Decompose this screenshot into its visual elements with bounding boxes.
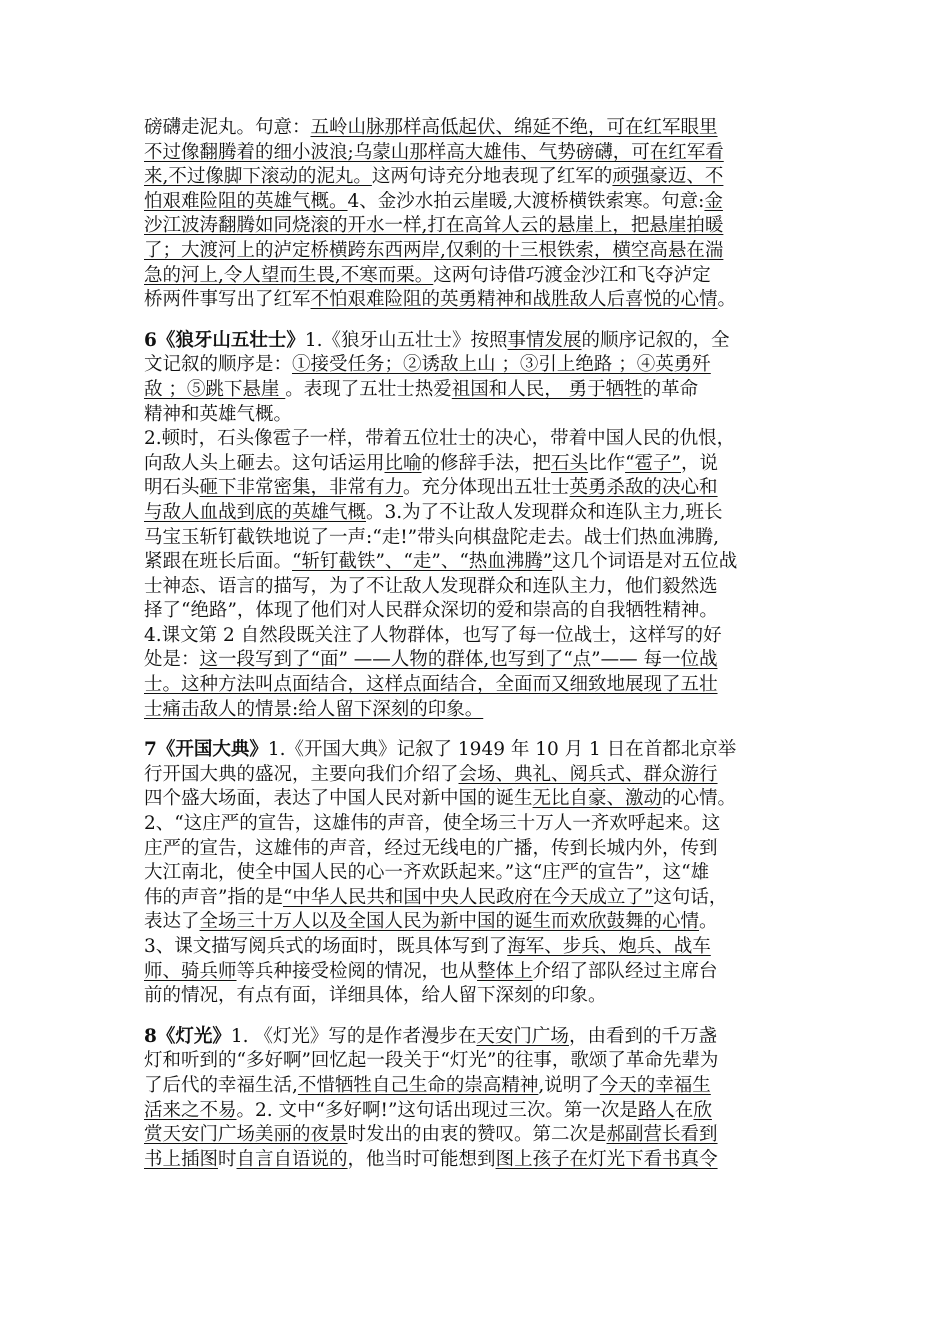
lesson-title: 6《狼牙山五壮士》	[144, 329, 305, 351]
underlined-answer: 今天的幸福生	[599, 1074, 711, 1096]
underlined-answer: 事情发展	[507, 329, 582, 351]
text-line	[144, 1025, 810, 1050]
text-run: 2.顿时，石头像雹子一样，带着五位壮士的决心，带着中国人民的仇恨，	[144, 428, 736, 450]
text-run: ，他当时可能想到	[347, 1148, 496, 1170]
underlined-answer: 图上孩子在灯光下看书真令	[495, 1148, 718, 1170]
text-line	[144, 1099, 810, 1124]
text-run: 大江南北，使全中国人民的心一齐欢跃起来。”这“庄严的宣告”，这“雄	[144, 862, 710, 884]
text-line	[144, 935, 810, 960]
underlined-answer: “斩钉截铁”、“走”、“热血沸腾”	[292, 551, 553, 573]
text-run: 这句话，	[653, 886, 728, 908]
text-line	[144, 165, 810, 190]
underlined-answer: 比喻	[384, 452, 422, 474]
text-run: 择了“绝路”，体现了他们对人民群众深切的爱和崇高的自我牺牲精神。	[144, 600, 718, 622]
underlined-answer: “中华人民共和国中央人民政府在今天成立了”	[282, 886, 654, 908]
underlined-answer: 无比自豪、激动	[532, 788, 663, 810]
text-run: 磅礴走泥丸。句意：	[144, 117, 311, 138]
underlined-answer: 这一段写到了“面” ——人物的群体,也写到了“点”—— 每一位战	[199, 649, 718, 671]
text-line	[144, 673, 810, 698]
underlined-answer: 沙江波涛翻腾如同烧滚的开水一样,打在高耸人云的悬崖上，把悬崖拍暖	[144, 215, 724, 237]
text-line	[144, 288, 810, 313]
text-run: 文记叙的顺序是：	[144, 354, 293, 376]
text-line	[144, 476, 810, 501]
text-run: 处是：	[144, 649, 200, 671]
text-run: 。2. 文中“多好啊!”这句话出现过三次。第一次是	[236, 1099, 638, 1121]
underlined-answer: 不过像翻腾着的细小波浪;乌蒙山那样高大雄伟、气势磅礴，可在红军看	[144, 141, 724, 163]
underlined-answer: 五岭山脉那样高低起伏、绵延不绝，可在红军眼里	[310, 117, 718, 138]
text-run: 。	[717, 289, 737, 311]
text-run: 等兵种接受检阅的情况，也从	[236, 960, 478, 982]
text-line	[144, 1148, 810, 1173]
text-line	[144, 403, 810, 428]
underlined-answer: 祖国和人民， 勇于牺牲	[451, 378, 643, 400]
text-line	[144, 526, 810, 551]
underlined-answer: 不惜牺牲自己生命的崇高精神	[297, 1074, 539, 1096]
underlined-answer: 自言自语说的	[236, 1148, 348, 1170]
text-run: 明石头	[144, 477, 200, 499]
underlined-answer: 金	[704, 190, 723, 212]
text-line	[144, 239, 810, 264]
underlined-answer: 了；大渡河上的泸定桥横跨东西两岸,仅剩的十三根铁索，横空高悬在湍	[144, 239, 724, 261]
text-run: 1.《开国大典》记叙了 1949 年 10 月 1 日在首都北京举	[267, 739, 737, 761]
text-run: 的革命	[642, 378, 699, 400]
text-run: 向敌人头上砸去。这句话运用	[144, 452, 385, 474]
text-run: 庄严的宣告，这雄伟的声音，经过无线电的广播，传到长城内外，传到	[144, 837, 718, 859]
section-poem-notes	[144, 116, 810, 313]
text-run: 桥两件事写出了红军	[144, 289, 311, 311]
text-line	[144, 550, 810, 575]
text-run: ,说明了	[538, 1074, 600, 1096]
text-run: 3、课文描写阅兵式的场面时，既具体写到了	[144, 936, 508, 957]
text-line	[144, 264, 810, 289]
text-line	[144, 452, 810, 477]
underlined-answer: 怕艰难险阻的英雄气概。	[144, 190, 348, 212]
text-run: ，由看到的千万盏	[568, 1025, 717, 1047]
underlined-answer: 天安门广场	[476, 1025, 569, 1047]
text-line	[144, 116, 810, 141]
lesson-title: 7《开国大典》	[144, 739, 268, 761]
underlined-answer: 海军、步兵、炮兵、战车	[507, 936, 711, 957]
text-line	[144, 1074, 810, 1099]
underlined-answer: 士。这种方法叫点面结合，这样点面结合，全面而又细致地展现了五壮	[144, 674, 718, 696]
text-line	[144, 984, 810, 1009]
text-run: 这两句诗借巧渡金沙江和飞夺泸定	[433, 264, 711, 286]
text-run: 。充分体现出五壮士	[403, 477, 570, 499]
underlined-answer: 活来之不易	[144, 1099, 237, 1121]
underlined-answer: 赏天安门广场美丽的夜景	[144, 1124, 348, 1146]
text-line	[144, 575, 810, 600]
text-run: 4.课文第 2 自然段既关注了人物群体，也写了每一位战士，这样写的好	[144, 624, 722, 646]
underlined-answer: 敌 ；⑤跳下悬崖	[144, 378, 286, 400]
section-dengguang	[144, 1025, 810, 1173]
text-line	[144, 698, 810, 723]
text-line	[144, 1123, 810, 1148]
text-line	[144, 648, 810, 673]
text-run: 的修辞手法，把	[421, 452, 552, 474]
text-run: 。	[699, 911, 718, 933]
text-line	[144, 427, 810, 452]
text-line	[144, 329, 810, 354]
text-line	[144, 501, 810, 526]
text-line	[144, 1049, 810, 1074]
underlined-answer: 砸下非常密集，非常有力	[199, 477, 404, 499]
text-run: 4、金沙水拍云崖暖,大渡桥横铁索寒。句意:	[347, 190, 705, 212]
section-kaiguo-dadian	[144, 738, 810, 1009]
underlined-answer: 来,不过像脚下滚动的泥丸。	[144, 166, 372, 188]
text-run: 马宝玉斩钉截铁地说了一声:“走!”带头向棋盘陀走去。战士们热血沸腾,	[144, 526, 719, 548]
underlined-answer: 欣	[693, 1099, 712, 1121]
text-line	[144, 812, 810, 837]
text-line	[144, 837, 810, 862]
text-line	[144, 141, 810, 166]
text-run: 2、“这庄严的宣告，这雄伟的声音，使全场三十万人一齐欢呼起来。这	[144, 813, 721, 835]
text-line	[144, 214, 810, 239]
text-line	[144, 763, 810, 788]
text-run: 的顺序记叙的，全	[581, 329, 730, 351]
text-run: 精神和英雄气概。	[144, 403, 293, 425]
text-run: 四个盛大场面，表达了中国人民对新中国的诞生	[144, 788, 533, 810]
text-run: 在	[674, 1099, 694, 1121]
underlined-answer: 急的河上,令人望而生畏,不寒而栗。	[144, 264, 434, 286]
underlined-answer: 全场三十万人以及全国人民为新中国的诞生而欢欣鼓舞的心情	[199, 911, 700, 933]
underlined-answer: 会场、典礼、阅兵式、群众游行	[458, 763, 718, 785]
underlined-answer: 整体上	[477, 960, 533, 982]
text-run: 士神态、语言的描写，为了不让敌人发现群众和连队主力，他们毅然选	[144, 575, 718, 597]
document-page	[144, 116, 810, 1172]
text-run: 比作	[588, 452, 626, 474]
text-run: 前的情况，有点有面，详细具体，给人留下深刻的印象。	[144, 985, 607, 1007]
text-line	[144, 787, 810, 812]
text-run: 紧跟在班长后面。	[144, 551, 293, 573]
text-run: 行开国大典的盛况，主要向我们介绍了	[144, 763, 459, 785]
text-line	[144, 886, 810, 911]
underlined-answer: 不怕艰难险阻的英勇精神和战胜敌人后喜悦的心情	[310, 289, 718, 311]
text-run: 。3.为了不让敌人发现群众和连队主力,班长	[366, 501, 723, 523]
text-run: 了后代的幸福生活,	[144, 1074, 298, 1096]
text-run: 这几个词语是对五位战	[552, 551, 738, 573]
underlined-answer: 英勇杀敌的决心和	[569, 477, 718, 499]
text-line	[144, 353, 810, 378]
text-run: 介绍了部队经过主席台	[532, 960, 718, 982]
text-line	[144, 624, 810, 649]
text-line	[144, 910, 810, 935]
underlined-answer: 书上插图	[144, 1148, 219, 1170]
text-run: 的心情。	[662, 788, 737, 810]
text-line	[144, 861, 810, 886]
underlined-answer: 师、骑兵师	[144, 960, 237, 982]
text-line	[144, 738, 810, 763]
text-run: 1. 《灯光》写的是作者漫步在	[230, 1025, 477, 1047]
text-run: 表达了	[144, 911, 200, 933]
lesson-title: 8《灯光》	[144, 1025, 231, 1047]
text-run: 这两句诗充分地表现了红军的	[371, 166, 613, 188]
underlined-answer: 路人	[637, 1099, 675, 1121]
underlined-answer: 石头	[551, 452, 589, 474]
section-langyashan	[144, 329, 810, 723]
text-run: 时发出的由衷的赞叹。第二次是	[347, 1124, 607, 1146]
text-run: 1.《狼牙山五壮士》按照	[304, 329, 508, 351]
underlined-answer: 顽强豪迈、不	[612, 166, 724, 188]
text-line	[144, 599, 810, 624]
text-line	[144, 960, 810, 985]
text-line	[144, 190, 810, 215]
underlined-answer: “雹子”	[625, 452, 681, 474]
text-run: 伟的声音”指的是	[144, 886, 283, 908]
text-run: 。表现了五壮士热爱	[285, 378, 452, 400]
underlined-answer: 士痛击敌人的情景:给人留下深刻的印象。	[144, 698, 484, 720]
underlined-answer: 郝副营长看到	[606, 1124, 718, 1146]
text-line	[144, 378, 810, 403]
underlined-answer: ①接受任务；②诱敌上山 ；③引上绝路 ；④英勇歼	[292, 354, 711, 376]
text-run: 灯和听到的“多好啊”回忆起一段关于“灯光”的往事，歌颂了革命先辈为	[144, 1050, 719, 1072]
underlined-answer: 与敌人血战到底的英雄气概	[144, 501, 367, 523]
text-run: 时	[218, 1148, 237, 1170]
text-run: ，说	[681, 452, 719, 474]
